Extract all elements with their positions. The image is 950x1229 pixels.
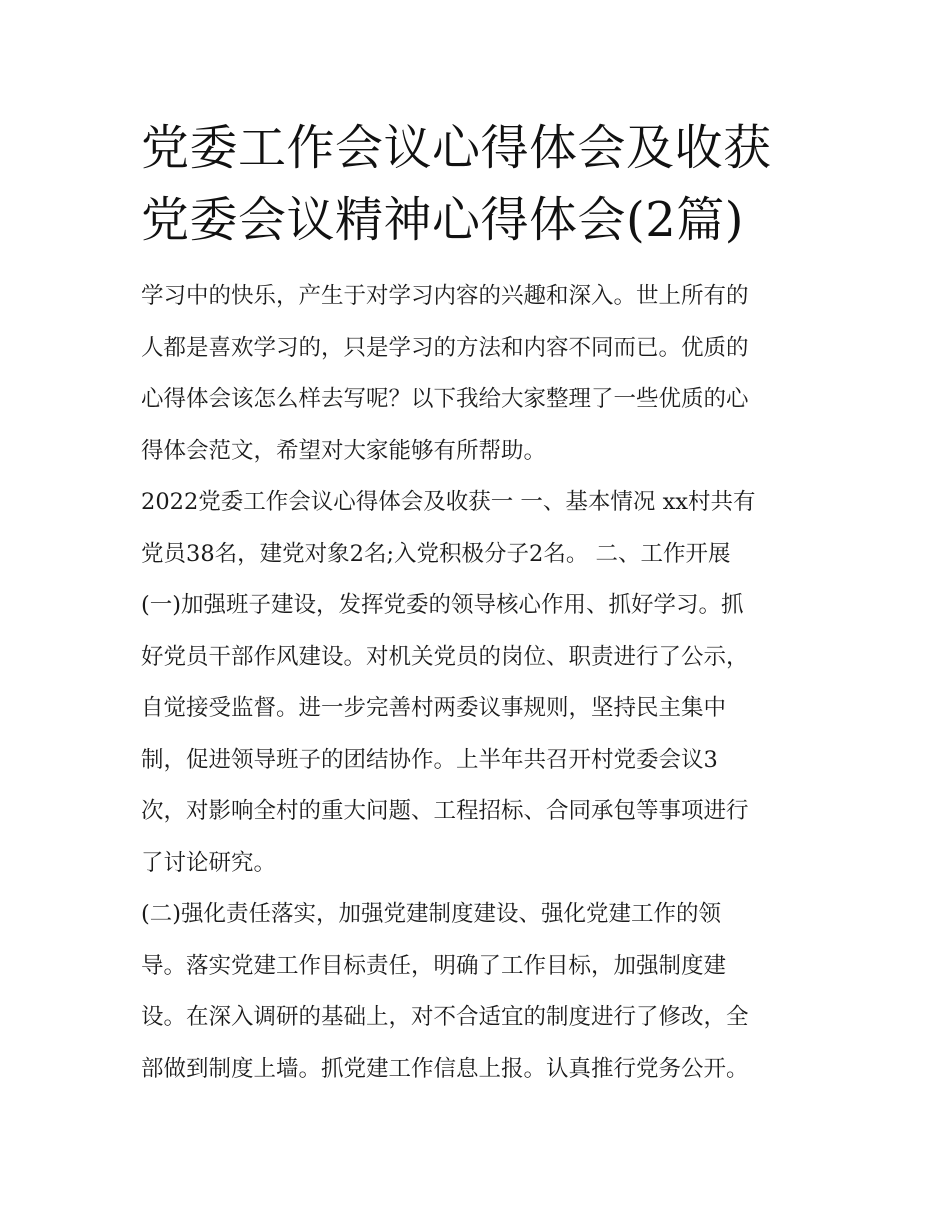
text-line: 学习中的快乐，产生于对学习内容的兴趣和深入。世上所有的 <box>141 283 749 309</box>
text-line: (二)强化责任落实，加强党建制度建设、强化党建工作的领 <box>141 901 722 927</box>
text-line: 部做到制度上墙。抓党建工作信息上报。认真推行党务公开。 <box>141 1055 749 1082</box>
text-line: 2022党委工作会议心得体会及收获一 一、基本情况 xx村共有 <box>141 489 756 515</box>
text-line: 设。在深入调研的基础上，对不合适宜的制度进行了修改，全 <box>141 1004 749 1030</box>
text-line: 制，促进领导班子的团结协作。上半年共召开村党委会议3 <box>141 746 718 773</box>
text-line: 好党员干部作风建设。对机关党员的岗位、职责进行了公示， <box>141 643 749 670</box>
text-line: 了讨论研究。 <box>141 849 277 876</box>
section-one-paragraph <box>141 477 813 889</box>
intro-paragraph <box>141 271 813 477</box>
text-line: 次，对影响全村的重大问题、工程招标、合同承包等事项进行 <box>141 798 749 824</box>
text-line: 得体会范文，希望对大家能够有所帮助。 <box>141 437 547 464</box>
text-line: (一)加强班子建设，发挥党委的领导核心作用、抓好学习。抓 <box>141 592 744 618</box>
document-title <box>141 112 813 256</box>
section-two-paragraph <box>141 889 813 1095</box>
document-body <box>141 112 813 1095</box>
text-line: 党员38名，建党对象2名;入党积极分子2名。 二、工作开展 <box>141 540 731 567</box>
title-line: 党委工作会议心得体会及收获 <box>141 120 772 176</box>
text-line: 自觉接受监督。进一步完善村两委议事规则，坚持民主集中 <box>141 695 727 721</box>
text-line: 心得体会该怎么样去写呢？以下我给大家整理了一些优质的心 <box>141 386 749 412</box>
title-line: 党委会议精神心得体会(2篇) <box>141 192 744 248</box>
text-line: 人都是喜欢学习的，只是学习的方法和内容不同而已。优质的 <box>141 334 749 361</box>
text-line: 导。落实党建工作目标责任，明确了工作目标，加强制度建 <box>141 952 727 979</box>
